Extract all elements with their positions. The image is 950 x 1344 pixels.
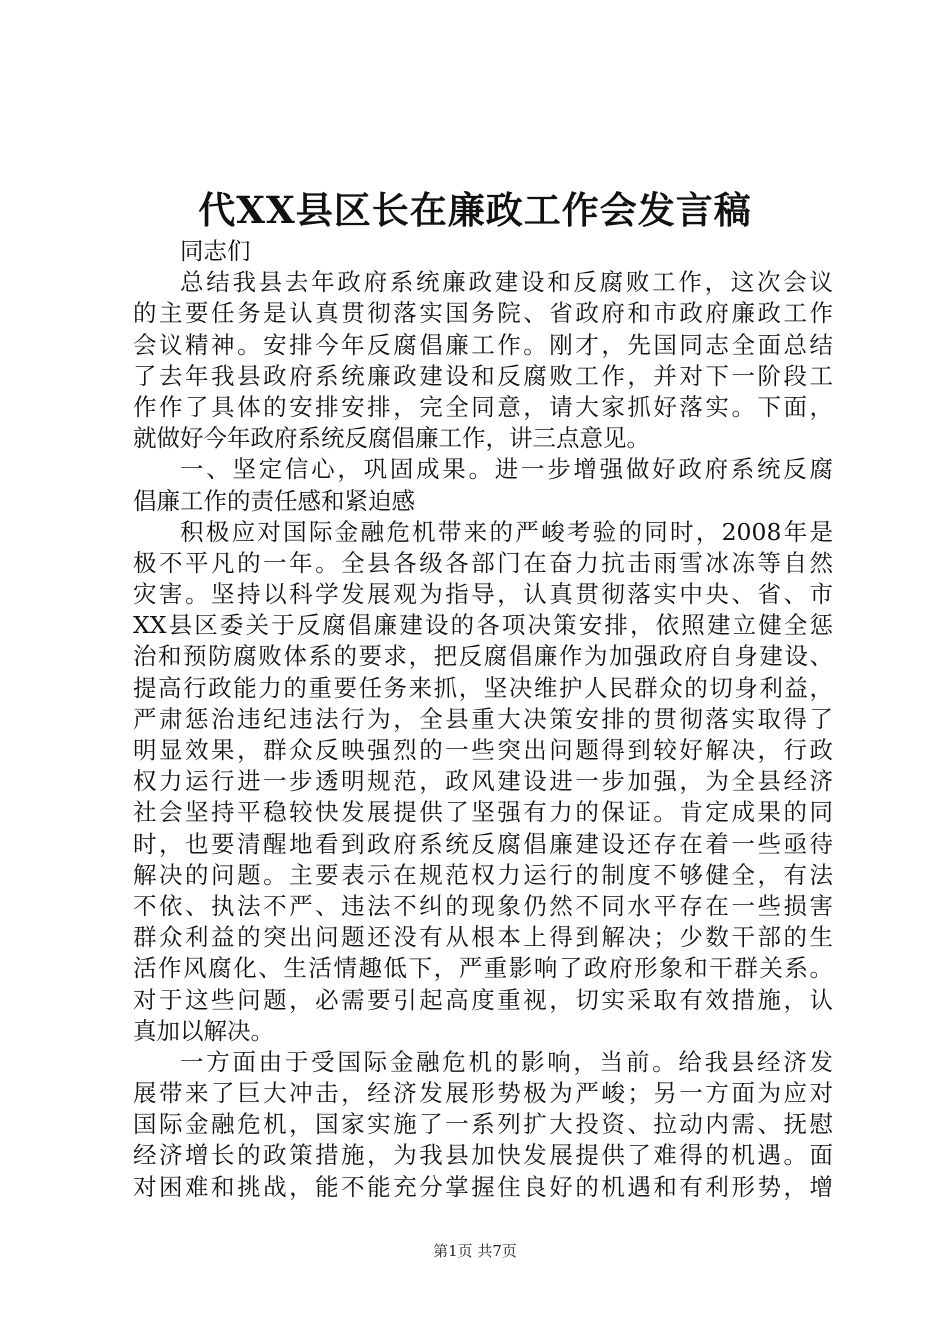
paragraph-line: 积极应对国际金融危机带来的严峻考验的同时，2008年是: [180, 517, 833, 546]
paragraph-line: 时，也要清醒地看到政府系统反腐倡廉建设还存在着一些亟待: [133, 829, 833, 858]
paragraph-line: 对困难和挑战，能不能充分掌握住良好的机遇和有利形势，增: [133, 1172, 833, 1201]
paragraph-line: 活作风腐化、生活情趣低下，严重影响了政府形象和干群关系。: [133, 954, 833, 983]
page-number-footer: 第1页 共7页: [433, 1242, 517, 1260]
paragraph-line: 不依、执法不严、违法不纠的现象仍然不同水平存在一些损害: [133, 891, 833, 920]
paragraph-line: 解决的问题。主要表示在规范权力运行的制度不够健全，有法: [133, 860, 833, 889]
paragraph-line: 总结我县去年政府系统廉政建设和反腐败工作，这次会议: [180, 268, 833, 297]
paragraph-line: 真加以解决。: [133, 1016, 274, 1045]
paragraph-line: 作作了具体的安排安排，完全同意，请大家抓好落实。下面，: [133, 392, 833, 421]
paragraph-line: 国际金融危机，国家实施了一系列扩大投资、拉动内需、抚慰: [133, 1110, 833, 1139]
paragraph-line: 经济增长的政策措施，为我县加快发展提供了难得的机遇。面: [133, 1141, 833, 1170]
paragraph-line: 社会坚持平稳较快发展提供了坚强有力的保证。肯定成果的同: [133, 798, 833, 827]
paragraph-line: 一方面由于受国际金融危机的影响，当前。给我县经济发: [180, 1047, 833, 1076]
paragraph-line: 对于这些问题，必需要引起高度重视，切实采取有效措施，认: [133, 985, 833, 1014]
section-heading-line: 倡廉工作的责任感和紧迫感: [133, 486, 415, 515]
paragraph-line: 群众利益的突出问题还没有从根本上得到解决；少数干部的生: [133, 923, 833, 952]
paragraph-line: 权力运行进一步透明规范，政风建设进一步加强，为全县经济: [133, 767, 833, 796]
paragraph-line: 会议精神。安排今年反腐倡廉工作。刚才，先国同志全面总结: [133, 330, 833, 359]
paragraph-line: 就做好今年政府系统反腐倡廉工作，讲三点意见。: [133, 424, 650, 453]
paragraph-line: 灾害。坚持以科学发展观为指导，认真贯彻落实中央、省、市: [133, 580, 833, 609]
paragraph-line: 展带来了巨大冲击，经济发展形势极为严峻；另一方面为应对: [133, 1079, 833, 1108]
page-title: 代XX县区长在廉政工作会发言稿: [198, 188, 752, 232]
paragraph-line: 治和预防腐败体系的要求，把反腐倡廉作为加强政府自身建设、: [133, 642, 833, 671]
paragraph-line: 极不平凡的一年。全县各级各部门在奋力抗击雨雪冰冻等自然: [133, 548, 833, 577]
paragraph-line: 的主要任务是认真贯彻落实国务院、省政府和市政府廉政工作: [133, 299, 833, 328]
paragraph-line: 严肃惩治违纪违法行为，全县重大决策安排的贯彻落实取得了: [133, 704, 833, 733]
salutation-line: 同志们: [180, 237, 251, 265]
paragraph-line: 明显效果，群众反映强烈的一些突出问题得到较好解决，行政: [133, 736, 833, 764]
paragraph-line: 了去年我县政府系统廉政建设和反腐败工作，并对下一阶段工: [133, 361, 833, 390]
paragraph-line: XX县区委关于反腐倡廉建设的各项决策安排，依照建立健全惩: [133, 611, 833, 640]
section-heading-line: 一、坚定信心，巩固成果。进一步增强做好政府系统反腐: [180, 455, 833, 484]
document-body: [133, 236, 833, 1203]
paragraph-line: 提高行政能力的重要任务来抓，坚决维护人民群众的切身利益，: [133, 673, 833, 702]
